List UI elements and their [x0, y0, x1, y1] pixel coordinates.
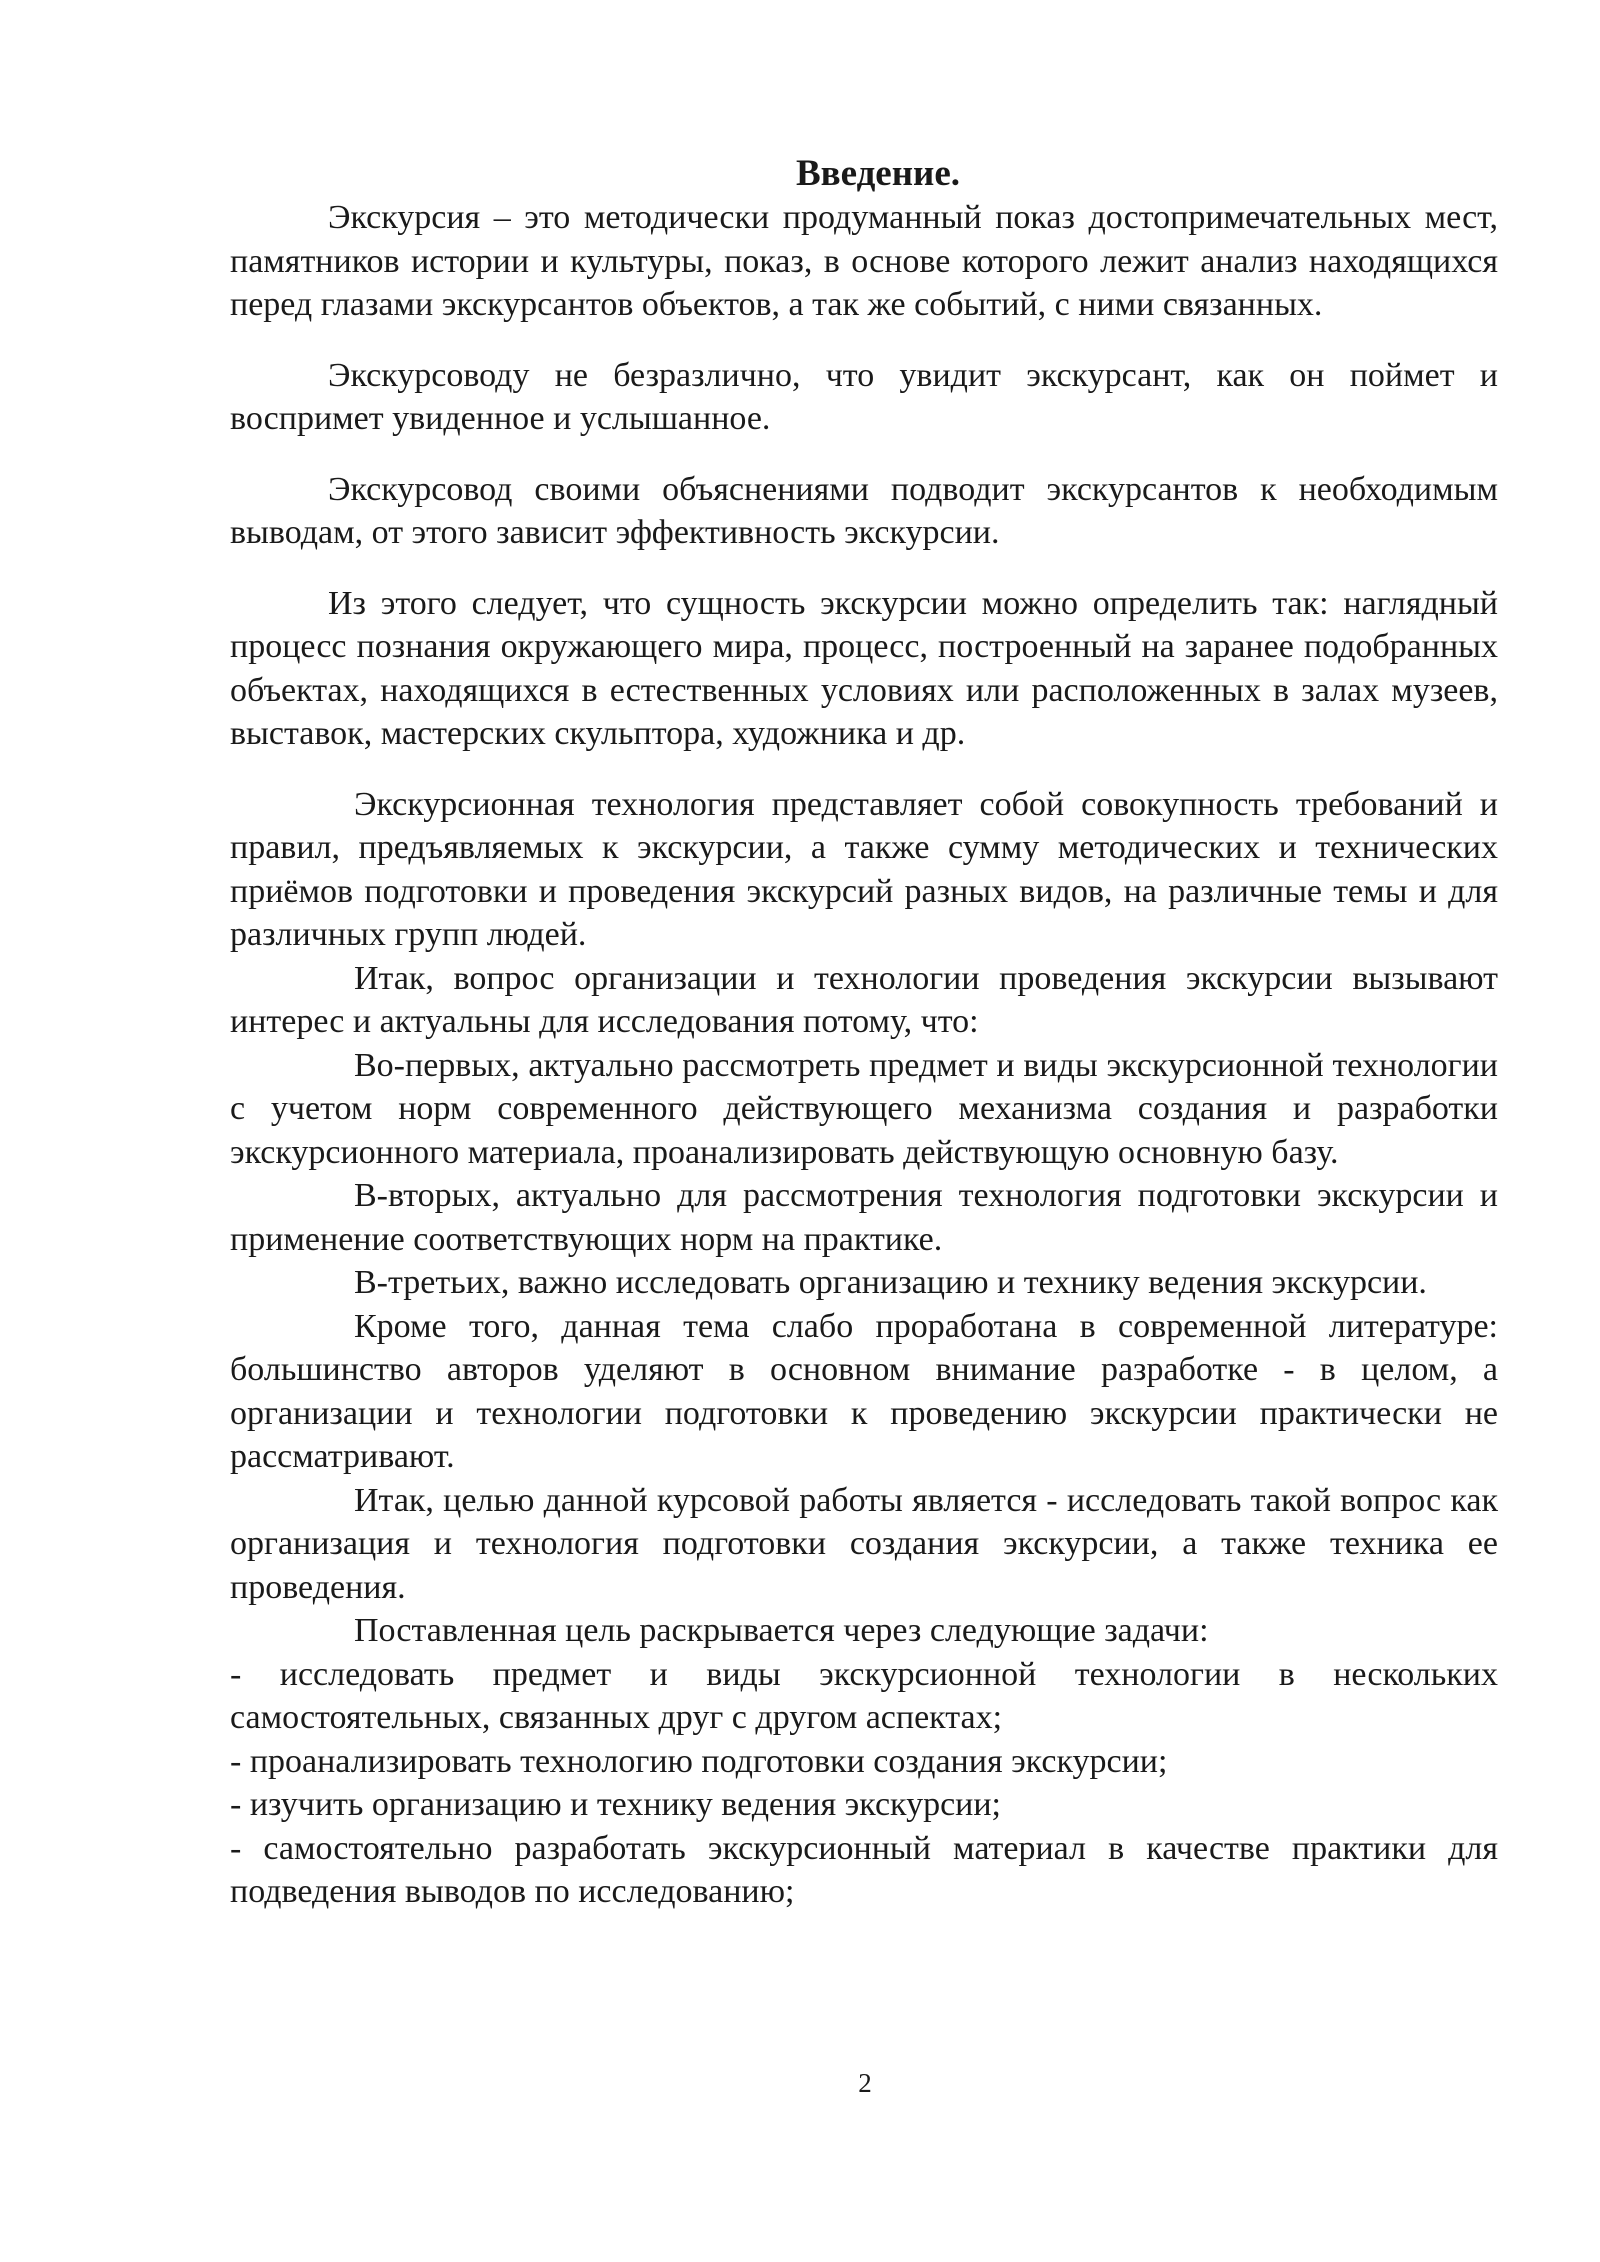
- page-number: 2: [858, 2068, 872, 2098]
- paragraph-thirdly: В-третьих, важно исследовать организацию и технику ведения экскурсии.: [354, 1264, 1427, 1301]
- task-item: - самостоятельно разработать экскурсионный материал в качестве практики для подведения выводов по исследованию;: [230, 1829, 1498, 1910]
- document-page: [230, 152, 1498, 1914]
- paragraph-guide-care: Экскурсоводу не безразлично, что увидит экскурсант, как он поймет и воспримет увиденное и услышанное.: [230, 356, 1498, 437]
- paragraph-besides: Кроме того, данная тема слабо проработана в современной литературе: большинство авторов уделяют в основном внимание разработке - в целом, а организации и технологии подготовки к проведению экскурсии практически не рассматривают.: [230, 1307, 1498, 1475]
- task-item: - изучить организацию и технику ведения экскурсии;: [230, 1786, 1001, 1823]
- paragraph-relevance-intro: Итак, вопрос организации и технологии проведения экскурсии вызывают интерес и актуальны для исследования потому, что:: [230, 959, 1498, 1040]
- paragraph-essence: Из этого следует, что сущность экскурсии можно определить так: наглядный процесс познания окружающего мира, процесс, построенный на заранее подобранных объектах, находящихся в естественных условиях или расположенных в залах музеев, выставок, мастерских скульптора, художника и др.: [230, 584, 1498, 752]
- paragraph-guide-explanations: Экскурсовод своими объяснениями подводит экскурсантов к необходимым выводам, от этого зависит эффективность экскурсии.: [230, 470, 1498, 551]
- paragraph-goal: Итак, целью данной курсовой работы является - исследовать такой вопрос как организация и технология подготовки создания экскурсии, а также техника ее проведения.: [230, 1481, 1498, 1606]
- paragraph-definition: Экскурсия – это методически продуманный показ достопримечательных мест, памятников истории и культуры, показ, в основе которого лежит анализ находящихся перед глазами экскурсантов объектов, а так же событий, с ними связанных.: [230, 199, 1498, 323]
- paragraph-secondly: В-вторых, актуально для рассмотрения технология подготовки экскурсии и применение соответствующих норм на практике.: [230, 1177, 1498, 1258]
- section-title: Введение.: [795, 153, 961, 194]
- paragraph-tasks-intro: Поставленная цель раскрывается через следующие задачи:: [354, 1612, 1209, 1649]
- task-item: - проанализировать технологию подготовки создания экскурсии;: [230, 1742, 1168, 1780]
- paragraph-technology: Экскурсионная технология представляет собой совокупность требований и правил, предъявляемых к экскурсии, а также сумму методических и технических приёмов подготовки и проведения экскурсий разных видов, на различные темы и для различных групп людей.: [230, 785, 1498, 953]
- task-item: - исследовать предмет и виды экскурсионной технологии в нескольких самостоятельных, связанных друг с другом аспектах;: [230, 1655, 1498, 1736]
- paragraph-firstly: Во-первых, актуально рассмотреть предмет и виды экскурсионной технологии с учетом норм современного действующего механизма создания и разработки экскурсионного материала, проанализировать действующую основную базу.: [230, 1046, 1498, 1171]
